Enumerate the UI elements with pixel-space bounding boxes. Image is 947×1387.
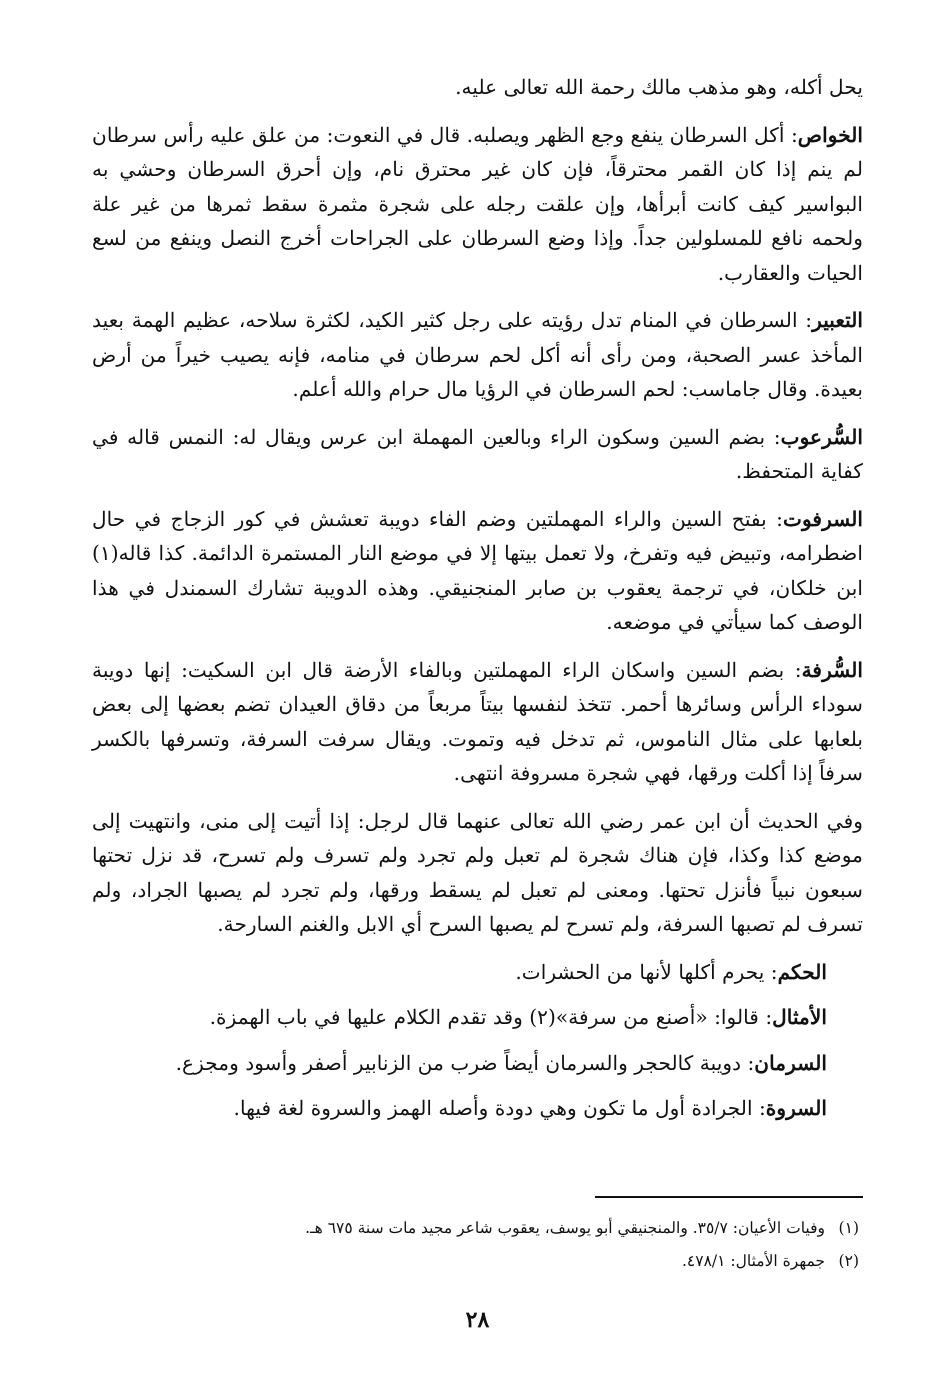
footnote-2 (92, 1245, 859, 1278)
paragraph-term: السرمان (754, 1050, 827, 1075)
paragraph-sarfut (92, 502, 863, 640)
footnote-number: (١) (838, 1219, 859, 1237)
footnote-text: وفيات الأعيان: ٣٥/٧. والمنجنيقي أبو يوسف، يعقوب شاعر مجيد مات سنة ٦٧٥ هـ. (305, 1219, 825, 1237)
footnote-number: (٢) (838, 1252, 859, 1270)
page-number: ٢٨ (465, 1307, 490, 1333)
paragraph-text: : بضم السين واسكان الراء المهملتين وبالفاء الأرضة قال ابن السكيت: إنها دويبة سوداء الرأس وسائرها أحمر. تتخذ لنفسها بيتاً مربعاً من دقاق العيدان تضم بعضها إلى بعض بلعابها على مثال الناموس، ثم تدخل فيه وتموت. ويقال سرفت السرفة، وتسرفها بالكسر سرفاً إذا أكلت ورقها، فهي شجرة مسروفة انتهى. (92, 657, 863, 785)
book-page (92, 70, 863, 1387)
paragraph-text: : بفتح السين والراء المهملتين وضم الفاء دويبة تعشش في كور الزجاج في حال اضطرامه، وتبيض فيه وتفرخ، ولا تعمل بيتها إلا في موضع النار المستمرة الدائمة. كذا قاله(١) ابن خلكان، في ترجمة يعقوب بن صابر المنجنيقي. وهذه الدويبة تشارك السمندل في هذا الوصف كما سيأتي في موضعه. (92, 506, 863, 634)
paragraph-text: : الجرادة أول ما تكون وهي دودة وأصله الهمز والسروة لغة فيها. (233, 1096, 766, 1120)
paragraph-sirwa (92, 1091, 863, 1126)
paragraph-term: السروة (765, 1096, 827, 1120)
paragraph-text: : أكل السرطان ينفع وجع الظهر ويصلبه. قال في النعوت: من علق عليه رأس سرطان لم ينم إذا كان القمر محترقاً، فإن كان غير محترق نام، وإن أحرق السرطان وحشي به البواسير كيف كانت أبرأها، وإن علقت رجله على شجرة مثمرة سقط ثمرها من غير علة ولحمه نافع للمسلولين جداً. وإذا وضع السرطان على الجراحات أخرج النصل وينفع من لسع الحيات والعقارب. (92, 122, 863, 285)
paragraph-text: وفي الحديث أن ابن عمر رضي الله تعالى عنهما قال لرجل: إذا أتيت إلى منى، وانتهيت إلى موضع كذا وكذا، فإن هناك شجرة لم تعبل ولم تجرد ولم تسرف ولم تسرح، قد نزل تحتها سبعون نبياً فأنزل تحتها. ومعنى لم تعبل لم يسقط ورقها، ولم تجرد لم يصبها الجراد، ولم تسرف لم تصبها السرفة، ولم تسرح لم يصبها السرح أي الابل والغنم السارحة. (92, 808, 863, 936)
paragraph-text: : دويبة كالحجر والسرمان أيضاً ضرب من الزنابير أصفر وأسود ومجزع. (175, 1050, 755, 1075)
paragraph-text: : يحرم أكلها لأنها من الحشرات. (515, 959, 778, 984)
paragraph-text: يحل أكله، وهو مذهب مالك رحمة الله تعالى عليه. (455, 75, 863, 99)
paragraph-amthal (92, 1000, 863, 1035)
paragraph-sirman (92, 1046, 863, 1081)
footnotes (92, 1212, 859, 1278)
footnote-1 (92, 1212, 859, 1245)
paragraph-term: السرفوت (783, 506, 863, 531)
paragraph-term: التعبير (812, 308, 863, 332)
footnote-divider (595, 1196, 863, 1198)
paragraph-text: : بضم السين وسكون الراء وبالعين المهملة ابن عرس ويقال له: النمس قاله في كفاية المتحفظ. (92, 424, 863, 483)
paragraph-term: الخواص (797, 122, 863, 147)
paragraph-surfa (92, 653, 863, 791)
paragraph-term: الأمثال (772, 1005, 827, 1029)
paragraph-text: : السرطان في المنام تدل رؤيته على رجل كثير الكيد، لكثرة سلاحه، عظيم الهمة بعيد المأخذ عسر الصحبة، ومن رأى أنه أكل لحم سرطان في منامه، فإنه يصيب خيراً من أرض بعيدة. وقال جاماسب: لحم السرطان في الرؤيا مال حرام والله أعلم. (92, 308, 863, 401)
paragraph-1 (92, 70, 863, 105)
paragraph-surub (92, 420, 863, 489)
footnote-text: جمهرة الأمثال: ٤٧٨/١. (681, 1252, 825, 1270)
paragraph-term: الحكم (777, 959, 827, 984)
paragraph-tabir (92, 303, 863, 407)
paragraph-hukm (92, 955, 863, 990)
paragraph-text: : قالوا: «أصنع من سرفة»(٢) وقد تقدم الكلام عليها في باب الهمزة. (209, 1005, 773, 1029)
paragraph-term: السُّرعوب (780, 424, 863, 449)
paragraph-khawas (92, 118, 863, 291)
paragraph-hadith (92, 804, 863, 942)
paragraph-term: السُّرفة (801, 657, 863, 682)
